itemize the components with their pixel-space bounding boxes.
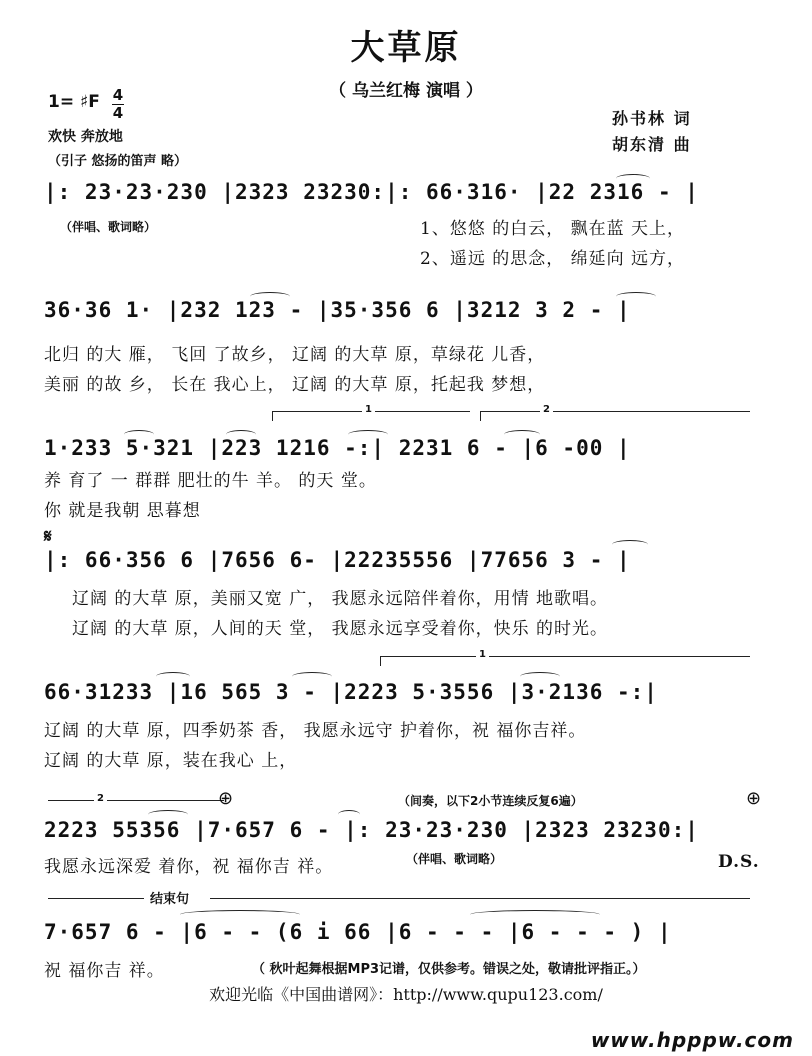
volta-bracket-1-tick	[272, 411, 273, 421]
slur-arc	[520, 672, 560, 681]
singer-credit: （ 乌兰红梅 演唱 ）	[329, 81, 483, 101]
volta-number-2b: 2	[94, 793, 107, 804]
dal-segno-mark: D.S.	[718, 852, 760, 872]
lyric-row-4-verse-1: 辽阔 的大草 原，美丽又宽 广， 我愿永远陪伴着你，用情 地歌唱。	[72, 589, 609, 609]
lyric-row-1-verse-1: 1、悠悠 的白云， 飘在蓝 天上，	[420, 219, 686, 239]
lyric-row-7: 祝 福你吉 祥。	[44, 961, 165, 981]
volta-bracket-1b-tick	[380, 656, 381, 666]
time-signature-bottom: 4	[112, 104, 124, 122]
notation-row-7: 7·657 6 - |6 - - (6 i 66 |6 - - - |6 - - - ) |	[44, 920, 672, 944]
lyric-row-3-verse-1: 养 育了 一 群群 肥壮的牛 羊。 的天 堂。	[44, 471, 377, 491]
watermark-text: www.hpppw.com	[590, 1028, 794, 1052]
interlude-note: （间奏，以下2小节连续反复6遍）	[398, 794, 583, 808]
slur-arc	[124, 430, 154, 439]
ending-label: 结束句	[150, 892, 190, 907]
lyricist-credit: 孙书林 词	[612, 109, 692, 128]
coda-sign-icon: ⊕	[218, 788, 234, 809]
volta-bracket-1b	[380, 656, 750, 657]
volta-bracket-2-tick	[480, 411, 481, 421]
slur-arc	[148, 810, 188, 819]
time-signature	[112, 88, 124, 121]
backing-vocal-note-2: （伴唱、歌词略）	[406, 852, 503, 866]
lyric-row-5-verse-2: 辽阔 的大草 原，装在我心 上，	[44, 751, 298, 771]
slur-arc	[226, 430, 256, 439]
time-signature-top: 4	[112, 86, 124, 104]
transcription-note: （ 秋叶起舞根据MP3记谱，仅供参考。错误之处，敬请批评指正。）	[252, 962, 646, 977]
tie-arc	[180, 910, 300, 919]
slur-arc	[250, 292, 290, 301]
backing-vocal-note: （伴唱、歌词略）	[60, 220, 157, 234]
notation-row-4: |: 66·356 6 |7656 6- |22235556 |77656 3 - |	[44, 548, 631, 572]
tie-arc	[470, 910, 600, 919]
lyric-row-5-verse-1: 辽阔 的大草 原，四季奶茶 香， 我愿永远守 护着你，祝 福你吉祥。	[44, 721, 587, 741]
notation-row-1: |: 23·23·230 |2323 23230:|: 66·316· |22 2316 - |	[44, 180, 699, 204]
slur-arc	[504, 430, 540, 439]
volta-number-1: 1	[362, 404, 375, 415]
volta-number-1b: 1	[476, 649, 489, 660]
ending-bracket-right	[210, 898, 750, 899]
tempo-marking: 欢快 奔放地	[48, 129, 123, 145]
slur-arc	[616, 292, 656, 301]
slur-arc	[348, 430, 388, 439]
slur-arc	[292, 672, 332, 681]
coda-sign-icon: ⊕	[746, 788, 762, 809]
notation-row-3: 1·233 5·321 |223 1216 -:| 2231 6 - |6 -00 |	[44, 436, 631, 460]
lyric-row-1-verse-2: 2、遥远 的思念， 绵延向 远方，	[420, 249, 686, 269]
lyric-row-3-verse-2: 你 就是我朝 思暮想	[44, 501, 201, 521]
notation-row-6: 2223 55356 |7·657 6 - |: 23·23·230 |2323 23230:|	[44, 818, 699, 842]
lyric-row-6: 我愿永远深爱 着你，祝 福你吉 祥。	[44, 857, 334, 877]
intro-note: （引子 悠扬的笛声 略）	[48, 154, 188, 169]
slur-arc	[338, 810, 360, 819]
song-title: 大草原	[350, 28, 462, 68]
ending-bracket-left	[48, 898, 144, 899]
notation-row-5: 66·31233 |16 565 3 - |2223 5·3556 |3·2136 -:|	[44, 680, 658, 704]
slur-arc	[612, 540, 648, 549]
slur-arc	[156, 672, 190, 681]
composer-credit: 胡东清 曲	[612, 135, 692, 154]
slur-arc	[616, 174, 650, 183]
key-signature: 1= ♯F	[48, 92, 100, 112]
volta-bracket-2	[480, 411, 750, 412]
site-welcome-text: 欢迎光临《中国曲谱网》：http://www.qupu123.com/	[209, 985, 603, 1004]
lyric-row-2-verse-1: 北归 的大 雁， 飞回 了故乡， 辽阔 的大草 原，草绿花 儿香，	[44, 345, 546, 365]
volta-number-2: 2	[540, 404, 553, 415]
lyric-row-2-verse-2: 美丽 的故 乡， 长在 我心上， 辽阔 的大草 原，托起我 梦想，	[44, 375, 546, 395]
lyric-row-4-verse-2: 辽阔 的大草 原，人间的天 堂， 我愿永远享受着你，快乐 的时光。	[72, 619, 609, 639]
volta-bracket-2b	[48, 800, 224, 801]
notation-row-2: 36·36 1· |232 123 - |35·356 6 |3212 3 2 - |	[44, 298, 631, 322]
segno-sign-icon: 𝄋	[44, 526, 52, 547]
